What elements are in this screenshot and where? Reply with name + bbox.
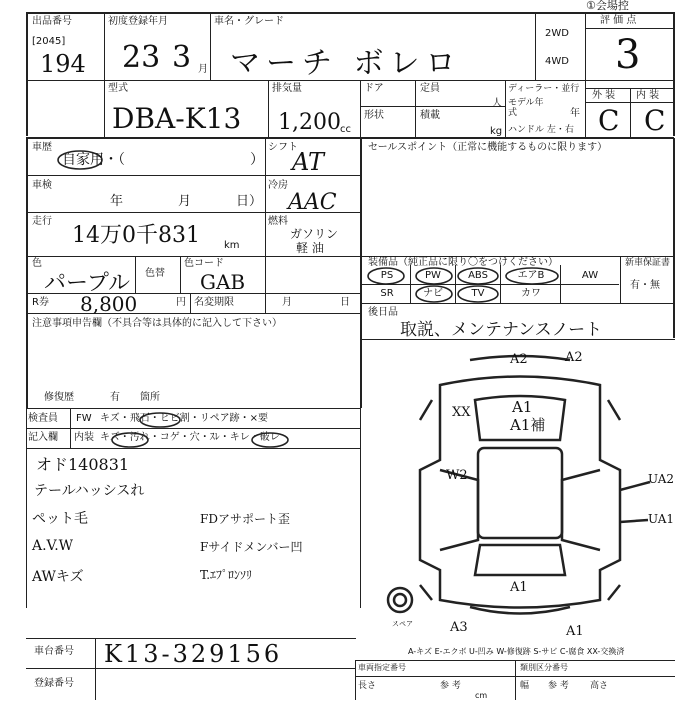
warranty-value: 有・無 <box>630 280 660 291</box>
remark-right-3: T.ｴﾌﾟﾛﾝｿﾘ <box>200 568 253 582</box>
car-history-circle <box>58 151 102 169</box>
first-reg-label: 初度登録年月 <box>108 16 168 27</box>
shift-value: AT <box>292 148 325 176</box>
displacement-unit: cc <box>340 124 351 135</box>
color-change-label: 色替 <box>145 268 165 279</box>
inspection-year: 年 <box>110 194 124 209</box>
capacity-unit: 人 <box>492 98 502 109</box>
car-history-value: 自家用・（ <box>62 152 125 168</box>
equipment-item: SR <box>380 288 394 299</box>
inspector-fw: FW <box>76 413 92 424</box>
score-value: 3 <box>615 32 641 78</box>
model-year-label: モデル年式 <box>508 98 544 118</box>
displacement-label: 排気量 <box>272 83 302 94</box>
first-reg-month: 3 <box>172 40 192 75</box>
equip-circle-airbag <box>506 268 558 284</box>
drive-2wd: 2WD <box>545 28 569 39</box>
warranty-label: 新車保証書 <box>625 258 671 268</box>
recycle-value: 8,800 <box>80 292 138 316</box>
equip-circle-navi <box>416 286 452 302</box>
aircon-value: AAC <box>288 190 337 215</box>
inspector-circle-sure <box>252 433 288 447</box>
color-code-label: 色コード <box>184 258 224 269</box>
equipment-item: エアB <box>517 270 545 281</box>
equipment-label: 装備品（純正品に限り〇をつけください） <box>368 257 558 268</box>
inspector-circle-kizu <box>112 433 148 447</box>
mark-a2-front-left: A2 <box>510 352 528 367</box>
ref-label-2: 参 考 <box>548 681 569 691</box>
remark-3: ペット毛 <box>32 511 88 527</box>
first-reg-month-unit: 月 <box>198 64 208 75</box>
name-change-month: 月 <box>282 297 292 308</box>
load-label: 積載 <box>420 110 440 121</box>
car-history-label: 車歴 <box>32 142 52 153</box>
lot-number: 194 <box>40 50 86 78</box>
repair-label: 修復歴 <box>44 392 74 403</box>
inspection-label: 車検 <box>32 180 52 191</box>
mileage-label: 走行 <box>32 216 52 227</box>
name-change-label: 名変期限 <box>194 297 234 308</box>
equipment-item: TV <box>471 288 485 299</box>
aircon-label: 冷房 <box>268 180 288 191</box>
notes-label: 注意事項申告欄（不具合等は具体的に記入して下さい） <box>32 318 282 329</box>
chassis-value: K13-329156 <box>104 640 283 668</box>
length-label: 長さ <box>358 681 377 691</box>
dealer-label: ディーラー・並行 <box>508 84 580 94</box>
capacity-label: 定員 <box>420 83 440 94</box>
height-label: 高さ <box>590 681 609 691</box>
spare-tire-hub <box>394 594 406 606</box>
remark-2: テールハッシスれ <box>34 483 145 499</box>
mark-xx: XX <box>452 405 471 420</box>
equip-circles <box>58 151 558 447</box>
mark-a1-hood: A1 <box>512 398 533 416</box>
color-label: 色 <box>32 258 42 269</box>
mark-a3: A3 <box>450 620 468 635</box>
right-side-window <box>562 470 600 550</box>
handle-label: ハンドル 左・右 <box>508 125 574 135</box>
size-label: 車両指定番号 <box>358 663 406 672</box>
rear-window <box>475 545 565 575</box>
score-label: 評 価 点 <box>600 15 637 26</box>
repair-value: 有 <box>110 392 120 403</box>
mark-a1-rear: A1 <box>510 580 528 595</box>
remark-1: オド140831 <box>36 455 130 474</box>
inspector-naiso: 内装 <box>74 432 94 443</box>
after-value: 取説、メンテナンスノート <box>400 320 603 340</box>
drive-4wd: 4WD <box>545 56 569 67</box>
sales-point-label: セールスポイント（正常に機能するものに限ります） <box>368 142 608 153</box>
reg-number-label: 登録番号 <box>34 678 74 689</box>
class-label: 類別区分番号 <box>520 663 568 672</box>
ref-label: 参 考 <box>440 681 461 691</box>
lot-sub: [2045] <box>32 36 66 47</box>
repair-place: 箇所 <box>140 392 160 403</box>
width-label: 幅 <box>520 681 530 691</box>
mark-a2-front-right: A2 <box>565 350 583 365</box>
score-ext-value: C <box>598 104 620 137</box>
inspection-month: 月 <box>178 194 192 209</box>
mark-a1-corner: A1 <box>566 624 584 639</box>
shift-label: シフト <box>268 142 298 153</box>
spare-tire <box>388 588 412 612</box>
score-int-value: C <box>644 104 666 137</box>
mileage-value: 14万0千831 <box>72 223 200 248</box>
car-history-close: ） <box>250 152 264 168</box>
equipment-item: PW <box>425 270 441 281</box>
equip-circle-abs <box>458 268 498 284</box>
legend-text: A-キズ E-エクボ U-凹み W-修復跡 S-サビ C-腐食 XX-交換済 <box>408 647 625 656</box>
inspector-row-2: キズ・汚れ・コゲ・穴・ｽﾚ・キレ・破レ <box>100 432 280 443</box>
equipment-item: ABS <box>468 270 488 281</box>
equip-circle-pw <box>416 268 452 284</box>
fuel-gasoline: ガソリン <box>290 227 339 241</box>
recycle-label: R券 <box>32 297 49 308</box>
mileage-unit: km <box>224 240 240 251</box>
inspector-row-1: キズ・飛石・ヒビ割・リペア跡・×要 <box>100 413 268 424</box>
mark-ua1: UA1 <box>648 512 675 526</box>
color-code-value: GAB <box>200 270 246 294</box>
equipment-item: カワ <box>521 288 541 299</box>
remark-5: AWキズ <box>32 569 84 585</box>
color-value: パープル <box>44 271 131 296</box>
displacement-value: 1,200 <box>278 110 341 135</box>
equipment-item: PS <box>380 270 394 281</box>
fuel-label: 燃料 <box>268 216 288 227</box>
door-label: ドア <box>364 83 384 94</box>
inspection-day: 日） <box>236 194 263 209</box>
spare-label: スペア <box>392 620 413 628</box>
remark-right-1: FDアサポート歪 <box>200 512 290 526</box>
score-int-label: 内 装 <box>636 90 660 101</box>
mark-ua2: UA2 <box>648 472 675 486</box>
equipment-item: ナビ <box>423 288 443 299</box>
recycle-unit: 円 <box>176 297 186 308</box>
inspector-label-2: 記入欄 <box>28 432 58 443</box>
leader-lines <box>620 482 650 522</box>
remark-4: A.V.W <box>32 538 74 554</box>
shape-label: 形状 <box>364 110 384 121</box>
chassis-label: 車台番号 <box>34 646 74 657</box>
load-unit: kg <box>490 126 503 137</box>
equip-circle-tv <box>458 286 498 302</box>
lot-label: 出品番号 <box>32 16 72 27</box>
type-label: 型式 <box>108 83 128 94</box>
copy-tag: ①会場控 <box>586 0 629 12</box>
equipment-item: AW <box>581 270 599 281</box>
score-ext-label: 外 装 <box>592 90 616 101</box>
type-value: DBA-K13 <box>112 102 242 135</box>
after-label: 後日品 <box>368 307 398 318</box>
name-change-day: 日 <box>340 297 350 308</box>
cm-label-1: cm <box>475 691 488 700</box>
roof <box>478 448 562 538</box>
model-name-value: マーチ ボレロ <box>230 46 462 81</box>
model-name-label: 車名・グレード <box>214 16 284 27</box>
first-reg-year: 23 <box>122 40 161 75</box>
equip-circle-ps <box>368 268 404 284</box>
mark-w2: W2 <box>446 468 468 483</box>
inspector-circle-tobiishi <box>140 413 180 427</box>
mark-a1-hood-repair: A1補 <box>510 416 546 434</box>
remark-right-2: Fサイドメンバー凹 <box>200 540 303 554</box>
fuel-light-oil: 軽 油 <box>296 241 324 255</box>
model-year-unit: 年 <box>570 108 580 119</box>
inspector-label-1: 検査員 <box>28 413 58 424</box>
